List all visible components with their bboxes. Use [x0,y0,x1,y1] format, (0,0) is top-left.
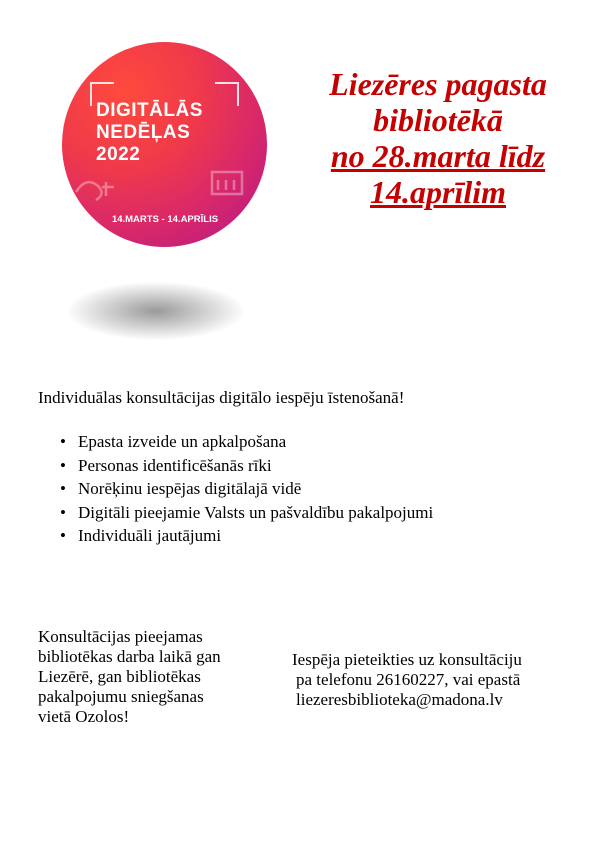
list-item: • Epasta izveide un apkalpošana [64,430,433,454]
logo-title-line: DIGITĀLĀS [96,100,203,121]
availability-line: bibliotēkas darba laikā gan [38,647,221,666]
availability-line: vietā Ozolos! [38,707,130,726]
contact-line: pa telefonu 26160227, vai epastā [296,670,521,689]
list-item: • Digitāli pieejamie Valsts un pašvaldību pakalpojumi [64,501,433,525]
logo-title-line: 2022 [96,144,141,165]
headline [288,66,588,210]
services-list [64,430,433,548]
list-item: • Individuāli jautājumi [64,524,433,548]
availability-info [38,627,288,727]
headline-line: bibliotēkā [373,102,503,138]
list-item: • Personas identificēšanās rīki [64,454,433,478]
intro-text: Individuālas konsultācijas digitālo iespēju īstenošanā! [38,388,405,407]
logo-circle [62,42,267,247]
logo-shadow [68,282,244,340]
headline-line: 14.aprīlim [369,174,506,210]
availability-line: Konsultācijas pieejamas [38,627,203,646]
contact-email: liezeresbiblioteka@madona.lv [296,690,503,709]
headline-line: Liezēres pagasta [329,66,547,102]
contact-info [292,650,592,710]
list-item: • Norēķinu iespējas digitālajā vidē [64,477,433,501]
headline-line: no 28.marta līdz [330,138,546,174]
contact-line: Iespēja pieteikties uz konsultāciju [292,650,522,669]
logo-dates: 14.MARTS - 14.APRĪLIS [111,214,219,225]
availability-line: Liezērē, gan bibliotēkas [38,667,201,686]
availability-line: pakalpojumu sniegšanas [38,687,204,706]
event-logo [62,42,267,247]
logo-title-line: NEDĒĻAS [96,122,191,143]
